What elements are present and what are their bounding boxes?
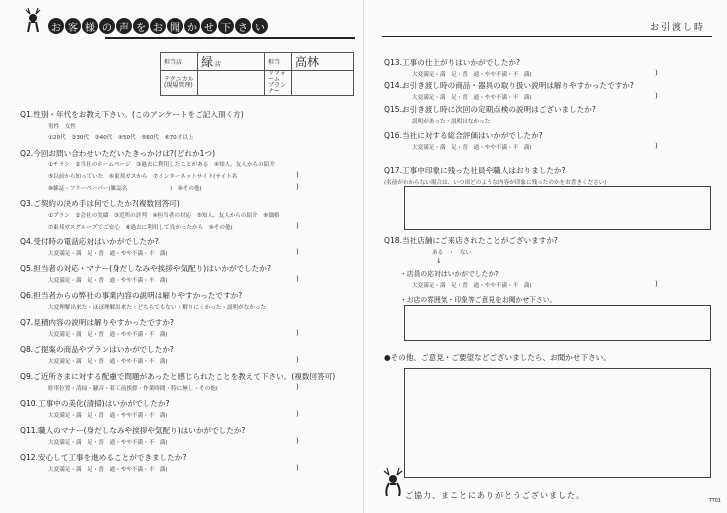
q2-paren-1: ) bbox=[296, 171, 299, 179]
title-char: の bbox=[99, 18, 115, 34]
q5-scale-label: 大変満足・満 足・普 通・やや不満・不 満( bbox=[48, 278, 168, 284]
q13-scale[interactable] bbox=[412, 70, 532, 78]
q11-scale[interactable] bbox=[48, 438, 168, 446]
q1-age-options[interactable]: ①20代 ②30代 ③40代 ④50代 ⑤60代 ⑥70才以上 bbox=[48, 135, 194, 141]
q18-sub1-text: ・店員の応対はいかがでしたか? bbox=[400, 270, 499, 278]
q12-text: Q12.安心して工事を進めることができましたか? bbox=[20, 453, 187, 462]
q4-scale-label: 大変満足・満 足・普 通・やや不満・不 満( bbox=[48, 251, 168, 257]
title-char: 客 bbox=[65, 18, 81, 34]
title-char: さ bbox=[235, 18, 251, 34]
q2-options-1[interactable]: ①チラシ ②当社のホームページ ③過去に利用したことがある ④知人、友人からの紹介 bbox=[48, 162, 275, 168]
deer-footer-icon bbox=[380, 466, 406, 496]
title-char: 聞 bbox=[167, 18, 183, 34]
q8-scale[interactable] bbox=[48, 357, 168, 365]
page-fold bbox=[363, 0, 364, 513]
q1-sex-options[interactable]: 男性 女性 bbox=[48, 124, 76, 130]
q8-scale-label: 大変満足・満 足・普 通・やや不満・不 満( bbox=[48, 359, 168, 365]
q12-paren: ) bbox=[296, 464, 299, 472]
q2-options-3[interactable]: ⑧雑誌・フリーペーパー(雑誌名 bbox=[48, 186, 128, 192]
q9-paren: ) bbox=[296, 383, 299, 391]
q8-paren: ) bbox=[296, 356, 299, 364]
reform-label: リフォーム プランナー bbox=[265, 71, 292, 96]
q10-scale-label: 大変満足・満 足・普 通・やや不満・不 満( bbox=[48, 413, 168, 419]
title-char: い bbox=[252, 18, 268, 34]
q4-scale[interactable] bbox=[48, 249, 168, 257]
q18-sub1-paren: ) bbox=[655, 280, 658, 288]
staff-table bbox=[160, 52, 354, 96]
branch-suffix: 店 bbox=[214, 61, 221, 68]
q11-text: Q11.職人のマナー(身だしなみや挨拶や気配り)はいかがでしたか? bbox=[20, 426, 246, 435]
page-title bbox=[48, 15, 353, 37]
person-cell[interactable] bbox=[292, 53, 354, 71]
q9-text: Q9.ご近所さまに対する配慮で問題があったと感じられたことを教えて下さい。(複数回答可) bbox=[20, 372, 336, 381]
q17-text: Q17.工事中印象に残った社員や職人はおりましたか? bbox=[384, 166, 566, 175]
q6-options[interactable]: 大変理解出来た・ほぼ理解出来た・どちらでもない・解りにくかった・説明がなかった bbox=[48, 305, 267, 311]
q5-scale[interactable] bbox=[48, 276, 168, 284]
q6-text: Q6.担当者からの弊社の事業内容の説明は解りやすかったですか? bbox=[20, 291, 243, 300]
q7-scale-label: 大変満足・満 足・普 通・やや不満・不 満( bbox=[48, 332, 168, 338]
q15-options[interactable]: 説明があった・説明はなかった bbox=[412, 119, 491, 125]
q16-paren: ) bbox=[655, 142, 658, 150]
branch-cell[interactable] bbox=[198, 53, 265, 71]
q1-text: Q1.性別・年代をお教え下さい。(このアンケートをご記入頂く方) bbox=[20, 110, 244, 119]
q3-paren: ) bbox=[296, 222, 299, 230]
branch-value: 緑 bbox=[201, 55, 214, 69]
deer-logo-icon bbox=[22, 6, 44, 32]
q14-text: Q14.お引き渡し時の商品・器具の取り扱い説明は解りやすかったですか? bbox=[384, 81, 634, 90]
q18-text: Q18.当社店舗にご来店されたことがございますか? bbox=[384, 236, 558, 245]
q14-scale[interactable] bbox=[412, 93, 532, 101]
q10-scale[interactable] bbox=[48, 411, 168, 419]
q7-text: Q7.見積内容の説明は解りやすかったですか? bbox=[20, 318, 174, 327]
person-label: 担当 bbox=[265, 53, 292, 71]
q17-note: (名前がわからない場合は、いつ頃どのような内容が印象に残ったのかをお書きください) bbox=[384, 180, 607, 186]
q8-text: Q8.ご提案の商品やプランはいかがでしたか? bbox=[20, 345, 174, 354]
q5-text: Q5.担当者の対応・マナー(身だしなみや挨拶や気配り)はいかがでしたか? bbox=[20, 264, 271, 273]
down-arrow-icon: ↓ bbox=[436, 257, 442, 265]
title-char: か bbox=[184, 18, 200, 34]
other-text: ●その他、ご意見・ご要望などございましたら、お聞かせ下さい。 bbox=[384, 353, 611, 362]
q16-scale[interactable] bbox=[412, 143, 532, 151]
tech-label: テクニカル (現場管理) bbox=[161, 71, 198, 96]
q9-options[interactable]: 駐車位置・清掃・騒音・着工前挨拶・作業時間・特に無し・その他( bbox=[48, 386, 218, 392]
q15-text: Q15.お引き渡し時に次回の定期点検の説明はございましたか? bbox=[384, 105, 596, 114]
q11-paren: ) bbox=[296, 437, 299, 445]
q13-scale-label: 大変満足・満 足・普 通・やや不満・不 満( bbox=[412, 72, 532, 78]
person-value: 高林 bbox=[295, 55, 320, 69]
q10-paren: ) bbox=[296, 410, 299, 418]
title-char: 声 bbox=[116, 18, 132, 34]
q18-sub2-text: ・お店の雰囲気・印象等ご意見をお聞かせ下さい。 bbox=[400, 296, 557, 304]
q17-answer-box[interactable] bbox=[404, 186, 711, 230]
q7-paren: ) bbox=[296, 329, 299, 337]
title-char: 下 bbox=[218, 18, 234, 34]
q3-options-1[interactable]: ①プラン ②会社の実績 ③近所の評判 ④担当者の対応 ⑤知人、友人からの紹介 ⑥価格 bbox=[48, 213, 280, 219]
q4-paren: ) bbox=[296, 248, 299, 256]
q2-options-3b[interactable]: ) ⑨その他( bbox=[170, 186, 202, 192]
q2-options-2[interactable]: ⑤以前から知っていた ⑥東邦ガスから ⑦インターネットサイト(サイト名 bbox=[48, 174, 238, 180]
q3-text: Q3.ご契約の決め手は何でしたか?(複数回答可) bbox=[20, 199, 180, 208]
branch-label: 担当店 bbox=[161, 53, 198, 71]
q2-text: Q2.今回お問い合わせいただいたきっかけは?(どれか1つ) bbox=[20, 149, 216, 158]
title-char: 様 bbox=[82, 18, 98, 34]
q14-paren: ) bbox=[655, 92, 658, 100]
title-char: せ bbox=[201, 18, 217, 34]
q18-sub1-scale-label: 大変満足・満 足・普 通・やや不満・不 満( bbox=[412, 283, 532, 289]
other-answer-box[interactable] bbox=[404, 368, 711, 478]
q2-paren-2: ) bbox=[296, 183, 299, 191]
title-char: お bbox=[150, 18, 166, 34]
q18-options[interactable]: ある ・ ない bbox=[432, 250, 472, 256]
q16-text: Q16.当社に対する総合評価はいかがでしたか? bbox=[384, 131, 543, 140]
title-char: お bbox=[48, 18, 64, 34]
q5-paren: ) bbox=[296, 275, 299, 283]
page-code: TT01 bbox=[708, 498, 721, 504]
q13-text: Q13.工事の仕上がりはいかがでしたか? bbox=[384, 58, 520, 67]
thanks-message: ご協力、まことにありがとうございました。 bbox=[405, 491, 585, 500]
q11-scale-label: 大変満足・満 足・普 通・やや不満・不 満( bbox=[48, 440, 168, 446]
right-title-underline bbox=[382, 36, 712, 37]
q16-scale-label: 大変満足・満 足・普 通・やや不満・不 満( bbox=[412, 145, 532, 151]
q4-text: Q4.受付時の電話応対はいかがでしたか? bbox=[20, 237, 159, 246]
q12-scale[interactable] bbox=[48, 465, 168, 473]
q18-sub1-scale[interactable] bbox=[412, 281, 532, 289]
right-page-title: お引渡し時 bbox=[649, 23, 705, 33]
reform-cell[interactable] bbox=[292, 71, 354, 96]
q18-answer-box[interactable] bbox=[404, 305, 711, 341]
q13-paren: ) bbox=[655, 69, 658, 77]
q3-options-2[interactable]: ⑦東邦ガスグループでご安心 ⑧過去に利用して良かったから ⑨その他( bbox=[48, 225, 233, 231]
tech-cell[interactable] bbox=[198, 71, 265, 96]
q10-text: Q10.工事中の美化(清掃)はいかがでしたか? bbox=[20, 399, 170, 408]
q7-scale[interactable] bbox=[48, 330, 168, 338]
q14-scale-label: 大変満足・満 足・普 通・やや不満・不 満( bbox=[412, 95, 532, 101]
title-underline bbox=[105, 37, 355, 39]
title-char: を bbox=[133, 18, 149, 34]
q12-scale-label: 大変満足・満 足・普 通・やや不満・不 満( bbox=[48, 467, 168, 473]
